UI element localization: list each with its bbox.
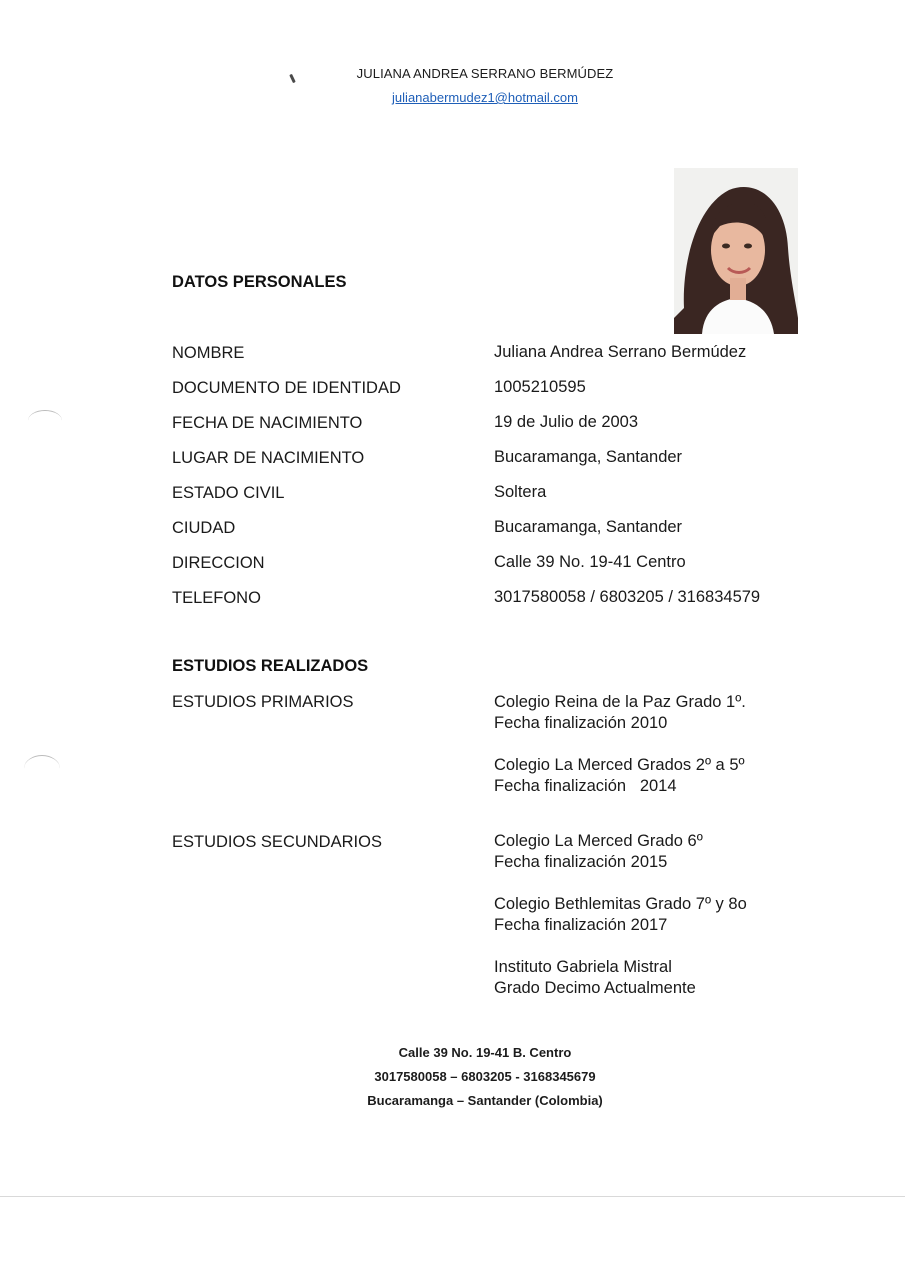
label-lugar-nacimiento: LUGAR DE NACIMIENTO — [172, 449, 365, 467]
section-title-studies: ESTUDIOS REALIZADOS — [172, 657, 369, 675]
study-entry — [494, 831, 703, 873]
label-fecha-nacimiento: FECHA DE NACIMIENTO — [172, 414, 363, 432]
study-entry — [494, 957, 696, 999]
study-school: Colegio Reina de la Paz Grado 1º. — [494, 693, 746, 711]
study-school: Instituto Gabriela Mistral — [494, 958, 672, 976]
label-telefono: TELEFONO — [172, 589, 261, 607]
footer-city: Bucaramanga – Santander (Colombia) — [367, 1093, 603, 1108]
study-date: Fecha finalización 2015 — [494, 853, 668, 871]
label-nombre: NOMBRE — [172, 344, 245, 362]
value-estado-civil: Soltera — [494, 483, 547, 501]
value-fecha-nacimiento: 19 de Julio de 2003 — [494, 413, 639, 431]
punch-hole-mark — [28, 410, 62, 431]
study-date: Fecha finalización 2014 — [494, 777, 677, 795]
study-date: Fecha finalización 2017 — [494, 916, 668, 934]
section-title-personal: DATOS PERSONALES — [172, 273, 347, 291]
value-ciudad: Bucaramanga, Santander — [494, 518, 683, 536]
value-direccion: Calle 39 No. 19-41 Centro — [494, 553, 686, 571]
value-documento: 1005210595 — [494, 378, 586, 396]
study-date: Grado Decimo Actualmente — [494, 979, 696, 997]
study-entry — [494, 692, 746, 734]
study-school: Colegio La Merced Grado 6º — [494, 832, 703, 850]
study-school: Colegio La Merced Grados 2º a 5º — [494, 756, 745, 774]
value-lugar-nacimiento: Bucaramanga, Santander — [494, 448, 683, 466]
page-edge-line — [0, 1196, 905, 1197]
label-estado-civil: ESTADO CIVIL — [172, 484, 285, 502]
profile-photo — [674, 168, 798, 334]
study-entry — [494, 894, 747, 936]
value-telefono: 3017580058 / 6803205 / 316834579 — [494, 588, 761, 606]
study-entry — [494, 755, 745, 797]
punch-hole-mark — [24, 755, 60, 782]
value-nombre: Juliana Andrea Serrano Bermúdez — [494, 343, 747, 361]
label-ciudad: CIUDAD — [172, 519, 236, 537]
email-link[interactable]: julianabermudez1@hotmail.com — [392, 90, 578, 105]
study-school: Colegio Bethlemitas Grado 7º y 8o — [494, 895, 747, 913]
label-direccion: DIRECCION — [172, 554, 265, 572]
study-date: Fecha finalización 2010 — [494, 714, 668, 732]
footer-address: Calle 39 No. 19-41 B. Centro — [398, 1045, 572, 1060]
footer-phones: 3017580058 – 6803205 - 3168345679 — [374, 1069, 596, 1084]
label-documento: DOCUMENTO DE IDENTIDAD — [172, 379, 401, 397]
header-name: JULIANA ANDREA SERRANO BERMÚDEZ — [356, 66, 614, 81]
label-estudios-primarios: ESTUDIOS PRIMARIOS — [172, 693, 354, 711]
label-estudios-secundarios: ESTUDIOS SECUNDARIOS — [172, 833, 382, 851]
